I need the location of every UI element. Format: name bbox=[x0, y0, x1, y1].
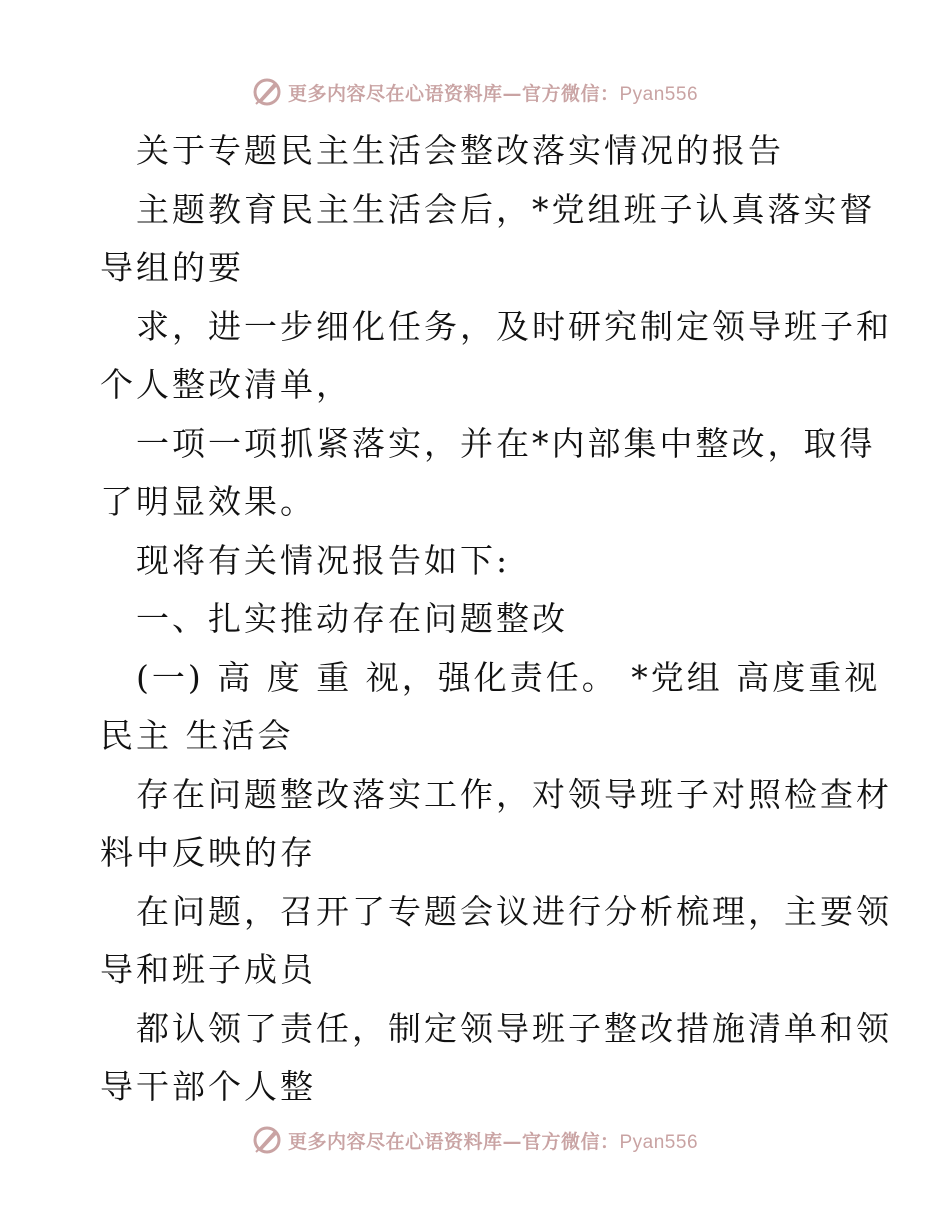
paragraph-line: 导组的要 bbox=[100, 248, 244, 287]
document-body bbox=[100, 122, 892, 1117]
quill-pen-logo-icon bbox=[252, 77, 282, 107]
wechat-id: Pyan556 bbox=[619, 83, 699, 105]
subsection-heading: (一) 高 度 重 视，强化责任。 *党组 高度重视 bbox=[136, 657, 881, 697]
wechat-id: Pyan556 bbox=[619, 1131, 699, 1153]
watermark-text: 更多内容尽在心语资料库—官方微信：Pyan556 bbox=[287, 1130, 699, 1153]
paragraph-line: 主题教育民主生活会后，*党组班子认真落实督 bbox=[136, 189, 876, 229]
paragraph-line: 现将有关情况报告如下: bbox=[136, 540, 511, 580]
paragraph-line: 料中反映的存 bbox=[100, 833, 316, 872]
paragraph-line: 都认领了责任，制定领导班子整改措施清单和领 bbox=[136, 1008, 892, 1048]
watermark-text: 更多内容尽在心语资料库—官方微信：Pyan556 bbox=[287, 82, 699, 105]
paragraph-line: 在问题，召开了专题会议进行分析梳理，主要领 bbox=[136, 891, 892, 931]
paragraph-line: 了明显效果。 bbox=[100, 482, 316, 521]
section-heading: 一、扎实推动存在问题整改 bbox=[136, 599, 568, 638]
paragraph-line: 个人整改清单， bbox=[100, 365, 352, 404]
watermark-footer bbox=[0, 1120, 950, 1160]
watermark-header bbox=[0, 72, 950, 112]
paragraph-line: 民主 生活会 bbox=[100, 716, 294, 755]
quill-pen-logo-icon bbox=[252, 1125, 282, 1155]
paragraph-line: 一项一项抓紧落实，并在*内部集中整改，取得 bbox=[136, 423, 876, 463]
paragraph-line: 导和班子成员 bbox=[100, 950, 316, 989]
paragraph-line: 存在问题整改落实工作，对领导班子对照检查材 bbox=[136, 774, 892, 814]
paragraph-line: 求，进一步细化任务，及时研究制定领导班子和 bbox=[136, 306, 892, 346]
paragraph-line: 导干部个人整 bbox=[100, 1067, 316, 1106]
document-title: 关于专题民主生活会整改落实情况的报告 bbox=[136, 131, 784, 170]
